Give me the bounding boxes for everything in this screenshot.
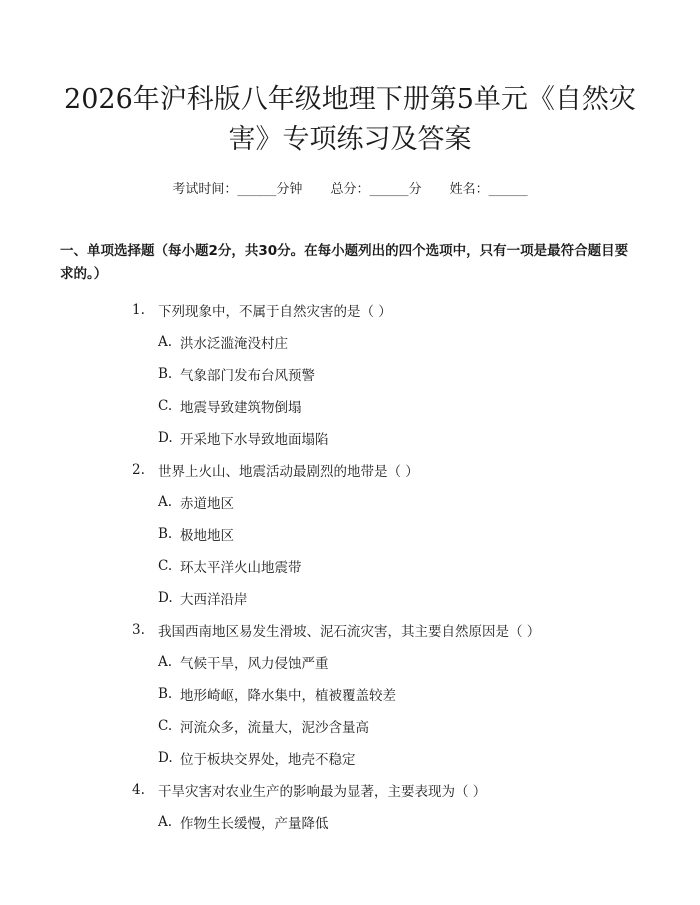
question-list xyxy=(60,294,640,838)
option-text: 赤道地区 xyxy=(180,496,234,512)
option-text: 地震导致建筑物倒塌 xyxy=(180,400,302,416)
option-letter: B. xyxy=(158,526,173,542)
option-list xyxy=(60,806,640,838)
option-text: 环太平洋火山地震带 xyxy=(180,560,302,576)
question-text: 世界上火山、地震活动最剧烈的地带是（ ） xyxy=(158,464,419,480)
option-letter: A. xyxy=(158,334,173,350)
question-number: 3. xyxy=(132,622,145,638)
question-stem xyxy=(60,294,640,326)
answer-option xyxy=(60,710,640,742)
option-list xyxy=(60,326,640,454)
question-item xyxy=(60,774,640,838)
option-text: 气候干旱，风力侵蚀严重 xyxy=(180,656,329,672)
option-letter: A. xyxy=(158,654,173,670)
option-letter: D. xyxy=(158,590,173,606)
option-text: 作物生长缓慢，产量降低 xyxy=(180,816,329,832)
option-text: 气象部门发布台风预警 xyxy=(180,368,315,384)
answer-option xyxy=(60,582,640,614)
option-text: 极地地区 xyxy=(180,528,234,544)
option-text: 地形崎岖，降水集中，植被覆盖较差 xyxy=(180,688,396,704)
option-letter: C. xyxy=(158,558,173,574)
question-stem xyxy=(60,774,640,806)
option-text: 开采地下水导致地面塌陷 xyxy=(180,432,329,448)
question-stem xyxy=(60,614,640,646)
question-stem xyxy=(60,454,640,486)
question-item xyxy=(60,614,640,774)
section-heading: 一、单项选择题（每小题2分，共30分。在每小题列出的四个选项中，只有一项是最符合题目要求的。） xyxy=(60,243,629,282)
question-item xyxy=(60,294,640,454)
answer-option xyxy=(60,486,640,518)
question-text: 我国西南地区易发生滑坡、泥石流灾害，其主要自然原因是（ ） xyxy=(158,624,541,640)
answer-option xyxy=(60,422,640,454)
answer-option xyxy=(60,518,640,550)
option-letter: B. xyxy=(158,366,173,382)
answer-option xyxy=(60,806,640,838)
answer-option xyxy=(60,646,640,678)
option-letter: A. xyxy=(158,494,173,510)
question-number: 4. xyxy=(132,782,145,798)
question-text: 干旱灾害对农业生产的影响最为显著，主要表现为（ ） xyxy=(158,784,487,800)
answer-option xyxy=(60,390,640,422)
option-letter: C. xyxy=(158,718,173,734)
question-number: 2. xyxy=(132,462,145,478)
answer-option xyxy=(60,358,640,390)
question-item xyxy=(60,454,640,614)
option-letter: D. xyxy=(158,430,173,446)
total-score-field: 总分：______分 xyxy=(330,182,422,197)
option-letter: D. xyxy=(158,750,173,766)
option-letter: C. xyxy=(158,398,173,414)
option-letter: B. xyxy=(158,686,173,702)
answer-option xyxy=(60,326,640,358)
option-list xyxy=(60,646,640,774)
option-text: 河流众多，流量大，泥沙含量高 xyxy=(180,720,369,736)
option-text: 位于板块交界处，地壳不稳定 xyxy=(180,752,356,768)
answer-option xyxy=(60,550,640,582)
option-letter: A. xyxy=(158,814,173,830)
document-title: 2026年沪科版八年级地理下册第5单元《自然灾害》专项练习及答案 xyxy=(64,84,636,155)
option-text: 洪水泛滥淹没村庄 xyxy=(180,336,288,352)
exam-info xyxy=(60,180,640,200)
student-name-field: 姓名：______ xyxy=(449,182,528,197)
question-text: 下列现象中，不属于自然灾害的是（ ） xyxy=(158,304,392,320)
option-list xyxy=(60,486,640,614)
question-number: 1. xyxy=(132,302,145,318)
answer-option xyxy=(60,742,640,774)
option-text: 大西洋沿岸 xyxy=(180,592,248,608)
answer-option xyxy=(60,678,640,710)
exam-time-field: 考试时间：______分钟 xyxy=(172,182,303,197)
